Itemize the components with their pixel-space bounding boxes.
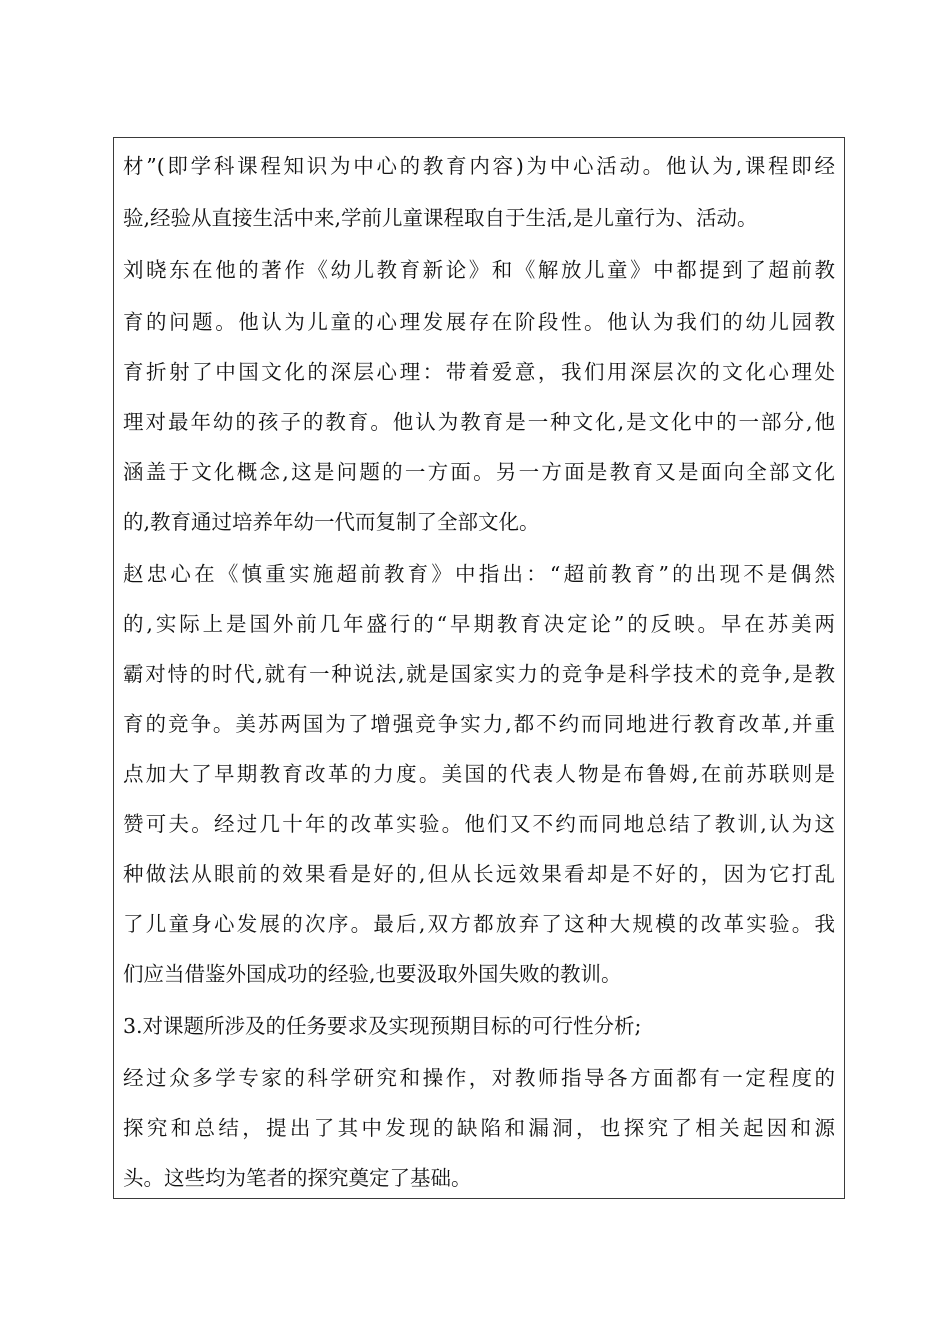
text-line: 种做法从眼前的效果看是好的,但从长远效果看却是不好的，因为它打乱 xyxy=(123,862,835,886)
text-line: 的,教育通过培养年幼一代而复制了全部文化。 xyxy=(123,510,540,534)
text-line: 探究和总结，提出了其中发现的缺陷和漏洞，也探究了相关起因和源 xyxy=(123,1116,835,1140)
text-line: 的,实际上是国外前几年盛行的“早期教育决定论”的反映。早在苏美两 xyxy=(123,612,835,636)
text-line: 理对最年幼的孩子的教育。他认为教育是一种文化,是文化中的一部分,他 xyxy=(123,410,835,434)
text-line: 育的竞争。美苏两国为了增强竞争实力,都不约而同地进行教育改革,并重 xyxy=(123,712,835,736)
text-line: 材”(即学科课程知识为中心的教育内容)为中心活动。他认为,课程即经 xyxy=(123,154,835,178)
section-heading: 3.对课题所涉及的任务要求及实现预期目标的可行性分析; xyxy=(123,1014,642,1038)
text-line: 赞可夫。经过几十年的改革实验。他们又不约而同地总结了教训,认为这 xyxy=(123,812,835,836)
text-line: 经过众多学专家的科学研究和操作，对教师指导各方面都有一定程度的 xyxy=(123,1066,835,1090)
text-line: 赵忠心在《慎重实施超前教育》中指出：“超前教育”的出现不是偶然 xyxy=(123,562,835,586)
text-line: 霸对恃的时代,就有一种说法,就是国家实力的竞争是科学技术的竞争,是教 xyxy=(123,662,835,686)
text-line: 了儿童身心发展的次序。最后,双方都放弃了这种大规模的改革实验。我 xyxy=(123,912,835,936)
text-line: 育的问题。他认为儿童的心理发展存在阶段性。他认为我们的幼儿园教 xyxy=(123,310,835,334)
text-line: 育折射了中国文化的深层心理：带着爱意，我们用深层次的文化心理处 xyxy=(123,360,835,384)
text-line: 涵盖于文化概念,这是问题的一方面。另一方面是教育又是面向全部文化 xyxy=(123,460,835,484)
text-line: 头。这些均为笔者的探究奠定了基础。 xyxy=(123,1166,472,1190)
text-line: 刘晓东在他的著作《幼儿教育新论》和《解放儿童》中都提到了超前教 xyxy=(123,258,835,282)
text-line: 点加大了早期教育改革的力度。美国的代表人物是布鲁姆,在前苏联则是 xyxy=(123,762,835,786)
text-line: 们应当借鉴外国成功的经验,也要汲取外国失败的教训。 xyxy=(123,962,622,986)
text-line: 验,经验从直接生活中来,学前儿童课程取自于生活,是儿童行为、活动。 xyxy=(123,206,758,230)
